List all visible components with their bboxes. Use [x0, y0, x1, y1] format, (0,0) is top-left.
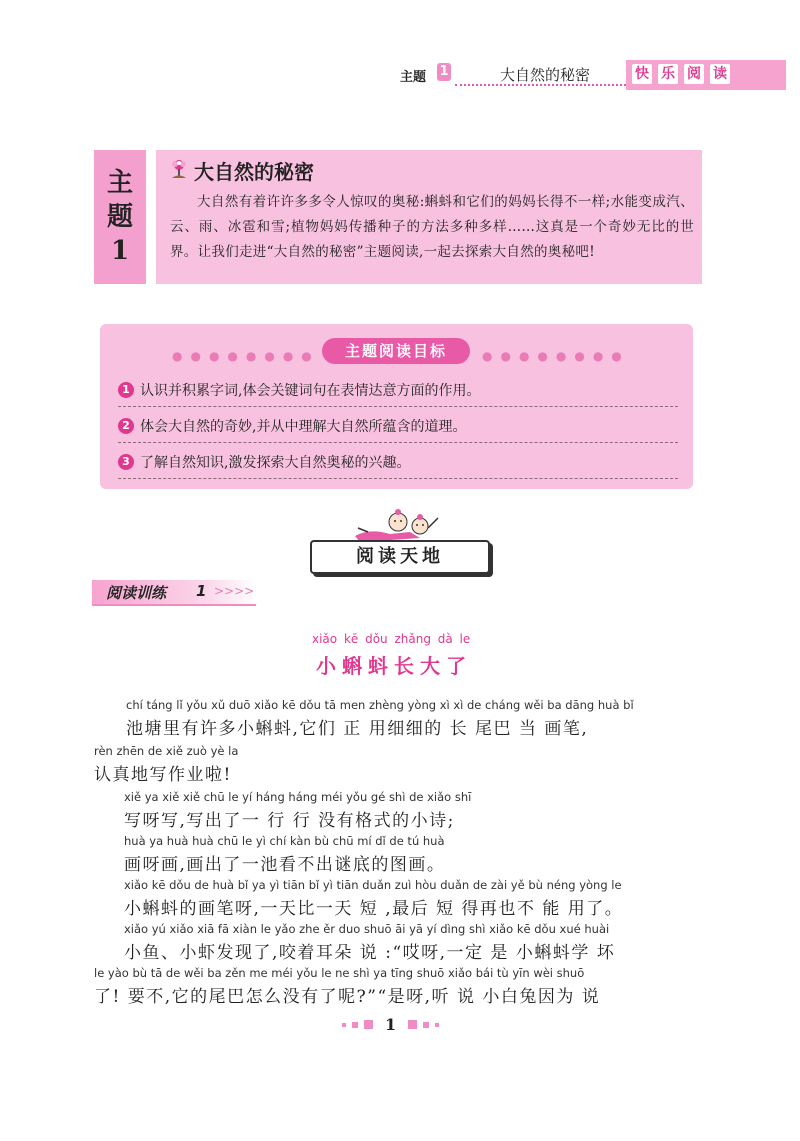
story-line-pinyin: xiǎo kē dǒu de huà bǐ ya yì tiān bǐ yì tiān duǎn zuì hòu duǎn de zài yě bù néng yòng le — [124, 878, 622, 892]
page-number: 1 — [385, 1015, 397, 1034]
goal-text: 认识并积累字词,体会关键词句在表情达意方面的作用。 — [140, 383, 481, 399]
footer-decor-square — [342, 1023, 346, 1027]
story-line-pinyin: xiǎo yú xiǎo xiā fā xiàn le yǎo zhe ěr duo shuō āi yā yí dìng shì xiǎo kē dǒu xué huài — [124, 922, 610, 936]
footer-decor-square — [408, 1020, 417, 1029]
footer-decor-square — [364, 1020, 373, 1029]
goal-item — [118, 374, 678, 407]
goal-number: 1 — [118, 382, 134, 398]
page-footer — [342, 1015, 439, 1034]
story-line-text: 写呀写,写出了一 行 行 没有格式的小诗; — [124, 811, 455, 831]
header-section-char: 阅 — [684, 64, 704, 84]
header-divider — [455, 84, 630, 86]
story-line-pinyin: xiě ya xiě xiě chū le yí háng háng méi yǒu gé shì de xiǎo shī — [124, 790, 472, 804]
story-line-text: 池塘里有许多小蝌蚪,它们 正 用细细的 长 尾巴 当 画笔, — [126, 719, 589, 739]
theme-tag-char: 题 — [106, 202, 133, 232]
practice-underline — [92, 604, 256, 606]
header-section-title — [632, 64, 730, 84]
theme-intro-text: 大自然有着许许多多令人惊叹的奥秘:蝌蚪和它们的妈妈长得不一样;水能变成汽、云、雨、冰雹和雪;植物妈妈传播种子的方法多种多样……这真是一个奇妙无比的世界。让我们走进“大自然的秘密”主题阅读,一起去探索大自然的奥秘吧! — [170, 194, 694, 260]
story-line-pinyin: rèn zhēn de xiě zuò yè la — [94, 744, 239, 758]
goals-title: 主题阅读目标 — [322, 338, 470, 364]
header-theme-number: 1 — [437, 63, 451, 81]
story-line-text: 小鱼、小虾发现了,咬着耳朵 说 :“哎呀,一定 是 小蝌蚪学 坏 — [124, 943, 616, 963]
footer-decor-square — [352, 1022, 358, 1028]
theme-heading: 大自然的秘密 — [194, 160, 314, 184]
header-section-char: 快 — [632, 64, 652, 84]
footer-decor-square — [435, 1023, 439, 1027]
story-line-text: 小蝌蚪的画笔呀,一天比一天 短 ,最后 短 得再也不 能 用了。 — [124, 899, 624, 919]
header-theme-label: 主题 — [400, 70, 427, 85]
story-title-pinyin: xiǎo kē dǒu zhǎng dà le — [312, 632, 471, 646]
goals-decor-dots: ●●●●●●●● — [172, 349, 320, 363]
practice-number: 1 — [196, 582, 207, 600]
flower-icon — [168, 158, 190, 180]
goal-number: 2 — [118, 418, 134, 434]
kids-illustration — [350, 506, 450, 544]
theme-tag-char: 主 — [106, 168, 133, 198]
story-line-text: 认真地写作业啦! — [94, 765, 232, 785]
story-line-pinyin: le yào bù tā de wěi ba zěn me méi yǒu le ne shì ya tīng shuō xiǎo bái tù yīn wèi shuō — [94, 966, 585, 980]
theme-tag — [94, 150, 146, 284]
goal-item — [118, 410, 678, 443]
story-title: 小蝌蚪长大了 — [316, 654, 472, 678]
story-line-text: 了! 要不,它的尾巴怎么没有了呢?”“是呀,听 说 小白兔因为 说 — [94, 987, 601, 1007]
header-section-char: 乐 — [658, 64, 678, 84]
header-theme-title: 大自然的秘密 — [500, 66, 591, 84]
theme-tag-char: 1 — [110, 236, 130, 266]
goal-number: 3 — [118, 454, 134, 470]
goal-text: 了解自然知识,激发探索大自然奥秘的兴趣。 — [140, 455, 411, 471]
story-line-text: 画呀画,画出了一池看不出谜底的图画。 — [124, 855, 446, 875]
footer-decor-square — [423, 1022, 429, 1028]
reading-world-banner: 阅读天地 — [310, 540, 490, 574]
practice-arrows: >>>> — [214, 584, 255, 598]
story-line-pinyin: huà ya huà huà chū le yì chí kàn bù chū mí dǐ de tú huà — [124, 834, 445, 848]
story-line-pinyin: chí táng lǐ yǒu xǔ duō xiǎo kē dǒu tā men zhèng yòng xì xì de cháng wěi ba dāng huà bǐ — [126, 698, 634, 712]
goal-text: 体会大自然的奇妙,并从中理解大自然所蕴含的道理。 — [140, 419, 467, 435]
goal-item — [118, 446, 678, 479]
goals-decor-dots: ●●●●●●●● — [482, 349, 630, 363]
practice-label: 阅读训练 — [106, 584, 167, 602]
header-section-char: 读 — [710, 64, 730, 84]
